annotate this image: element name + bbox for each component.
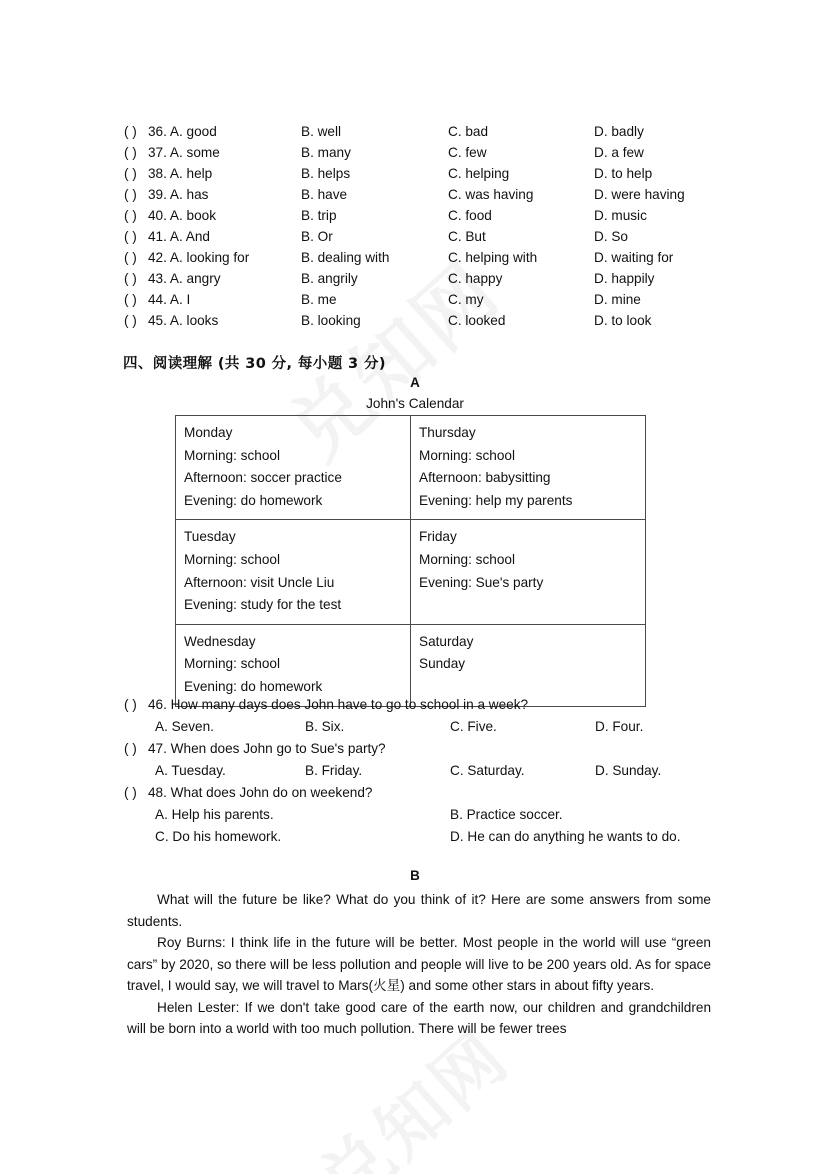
table-row xyxy=(176,416,646,520)
option-c[interactable]: C. my xyxy=(448,292,484,307)
question-options-48-row2 xyxy=(0,826,830,848)
calendar-title: John's Calendar xyxy=(366,396,464,411)
option-b[interactable]: B. helps xyxy=(301,166,351,181)
reading-section-heading: 四、阅读理解 (共 30 分, 每小题 3 分) xyxy=(123,356,386,372)
option-d[interactable]: D. to look xyxy=(594,313,652,328)
answer-blank[interactable]: ( ) xyxy=(124,741,137,756)
passage-b-paragraph: Roy Burns: I think life in the future will be better. Most people in the world will use “green cars” by 2020, so there will be less pollution and people will live to be 200 years old. As for space travel, I would say, we will travel to Mars(火星) and some other stars in about fifty years. xyxy=(127,935,711,993)
calendar-cell-thursday xyxy=(411,416,646,520)
cloze-row xyxy=(0,247,830,268)
option-c[interactable]: C. bad xyxy=(448,124,489,139)
option-a[interactable]: 38. A. help xyxy=(148,166,213,181)
cell-line: Evening: study for the test xyxy=(184,597,342,613)
option-d[interactable]: D. to help xyxy=(594,166,653,181)
option-c[interactable]: C. Do his homework. xyxy=(155,829,282,844)
option-c[interactable]: C. But xyxy=(448,229,486,244)
option-c[interactable]: C. helping xyxy=(448,166,510,181)
passage-b-paragraph: Helen Lester: If we don't take good care of the earth now, our children and grandchildren will be born into a world with too much pollution. There will be fewer trees xyxy=(127,999,711,1036)
option-d[interactable]: D. were having xyxy=(594,187,685,202)
cell-line: Morning: school xyxy=(184,551,280,567)
option-a[interactable]: 36. A. good xyxy=(148,124,217,139)
answer-blank[interactable]: ( ) xyxy=(124,313,137,328)
johns-calendar-table xyxy=(175,415,646,707)
cell-line: Monday xyxy=(184,425,233,440)
cell-line: Evening: help my parents xyxy=(419,492,573,508)
option-d[interactable]: D. So xyxy=(594,229,628,244)
option-b[interactable]: B. Or xyxy=(301,229,333,244)
option-a[interactable]: A. Seven. xyxy=(155,719,214,734)
option-b[interactable]: B. many xyxy=(301,145,351,160)
option-b[interactable]: B. Six. xyxy=(305,719,345,734)
question-stem-46 xyxy=(0,694,830,716)
passage-b-paragraph: What will the future be like? What do you think of it? Here are some answers from some students. xyxy=(127,892,711,929)
answer-blank[interactable]: ( ) xyxy=(124,187,137,202)
option-c[interactable]: C. Saturday. xyxy=(450,763,525,778)
answer-blank[interactable]: ( ) xyxy=(124,166,137,181)
calendar-cell-friday xyxy=(411,520,646,624)
answer-blank[interactable]: ( ) xyxy=(124,292,137,307)
cell-line: Wednesday xyxy=(184,633,256,649)
passage-b-body xyxy=(127,889,711,1040)
option-a[interactable]: 42. A. looking for xyxy=(148,250,250,265)
cell-line: Morning: school xyxy=(184,447,280,463)
table-row xyxy=(176,520,646,624)
answer-blank[interactable]: ( ) xyxy=(124,785,137,800)
answer-blank[interactable]: ( ) xyxy=(124,697,137,712)
option-a[interactable]: 41. A. And xyxy=(148,229,210,244)
cell-line: Afternoon: visit Uncle Liu xyxy=(184,574,335,590)
cell-line: Tuesday xyxy=(184,529,236,545)
option-c[interactable]: C. few xyxy=(448,145,487,160)
calendar-cell-tuesday xyxy=(176,520,411,624)
option-d[interactable]: D. He can do anything he wants to do. xyxy=(450,829,681,844)
option-d[interactable]: D. mine xyxy=(594,292,641,307)
question-options-47 xyxy=(0,760,830,782)
option-d[interactable]: D. Sunday. xyxy=(595,763,662,778)
option-c[interactable]: C. was having xyxy=(448,187,534,202)
cell-line: Morning: school xyxy=(184,656,280,672)
option-a[interactable]: 45. A. looks xyxy=(148,313,219,328)
option-c[interactable]: C. looked xyxy=(448,313,506,328)
option-b[interactable]: B. dealing with xyxy=(301,250,390,265)
cell-line: Thursday xyxy=(419,425,476,440)
option-d[interactable]: D. Four. xyxy=(595,719,644,734)
cloze-row xyxy=(0,142,830,163)
cloze-row xyxy=(0,289,830,310)
cell-line: Sunday xyxy=(419,656,466,672)
cloze-row xyxy=(0,121,830,142)
cell-line: Morning: school xyxy=(419,551,515,567)
option-c[interactable]: C. Five. xyxy=(450,719,497,734)
cell-line: Afternoon: babysitting xyxy=(419,470,551,486)
calendar-cell-monday xyxy=(176,416,411,520)
cloze-row xyxy=(0,226,830,247)
cell-line: Saturday xyxy=(419,633,474,649)
option-a[interactable]: A. Help his parents. xyxy=(155,807,274,822)
option-b[interactable]: B. Friday. xyxy=(305,763,363,778)
question-text: 47. When does John go to Sue's party? xyxy=(148,741,386,756)
option-b[interactable]: B. looking xyxy=(301,313,361,328)
question-text: 46. How many days does John have to go to school in a week? xyxy=(148,697,529,712)
option-d[interactable]: D. a few xyxy=(594,145,644,160)
cloze-options-block xyxy=(0,121,830,331)
question-text: 48. What does John do on weekend? xyxy=(148,785,373,800)
option-c[interactable]: C. helping with xyxy=(448,250,538,265)
cell-line: Evening: do homework xyxy=(184,678,323,694)
passage-a-letter: A xyxy=(410,375,420,390)
cloze-row xyxy=(0,163,830,184)
cell-line: Morning: school xyxy=(419,447,515,463)
question-stem-48 xyxy=(0,782,830,804)
option-a[interactable]: 44. A. I xyxy=(148,292,191,307)
cloze-row xyxy=(0,205,830,226)
passage-b-letter: B xyxy=(410,868,420,883)
option-b[interactable]: B. Practice soccer. xyxy=(450,807,563,822)
option-c[interactable]: C. food xyxy=(448,208,492,223)
answer-blank[interactable]: ( ) xyxy=(124,250,137,265)
cloze-row xyxy=(0,184,830,205)
cell-line: Friday xyxy=(419,529,457,545)
answer-blank[interactable]: ( ) xyxy=(124,145,137,160)
answer-blank[interactable]: ( ) xyxy=(124,229,137,244)
option-c[interactable]: C. happy xyxy=(448,271,503,286)
option-b[interactable]: B. trip xyxy=(301,208,337,223)
option-a[interactable]: 39. A. has xyxy=(148,187,209,202)
option-b[interactable]: B. angrily xyxy=(301,271,358,286)
cell-line: Evening: do homework xyxy=(184,492,323,508)
option-a[interactable]: 43. A. angry xyxy=(148,271,221,286)
cloze-row xyxy=(0,268,830,289)
option-d[interactable]: D. music xyxy=(594,208,647,223)
option-d[interactable]: D. waiting for xyxy=(594,250,674,265)
option-a[interactable]: A. Tuesday. xyxy=(155,763,226,778)
answer-blank[interactable]: ( ) xyxy=(124,208,137,223)
cell-line: Evening: Sue's party xyxy=(419,574,544,590)
passage-a-questions xyxy=(0,694,830,848)
question-options-48-row1 xyxy=(0,804,830,826)
option-b[interactable]: B. have xyxy=(301,187,348,202)
option-b[interactable]: B. me xyxy=(301,292,337,307)
question-stem-47 xyxy=(0,738,830,760)
answer-blank[interactable]: ( ) xyxy=(124,271,137,286)
option-b[interactable]: B. well xyxy=(301,124,342,139)
option-a[interactable]: 40. A. book xyxy=(148,208,217,223)
cloze-row xyxy=(0,310,830,331)
question-options-46 xyxy=(0,716,830,738)
cell-line: Afternoon: soccer practice xyxy=(184,470,342,486)
option-d[interactable]: D. happily xyxy=(594,271,655,286)
answer-blank[interactable]: ( ) xyxy=(124,124,137,139)
option-a[interactable]: 37. A. some xyxy=(148,145,220,160)
option-d[interactable]: D. badly xyxy=(594,124,644,139)
